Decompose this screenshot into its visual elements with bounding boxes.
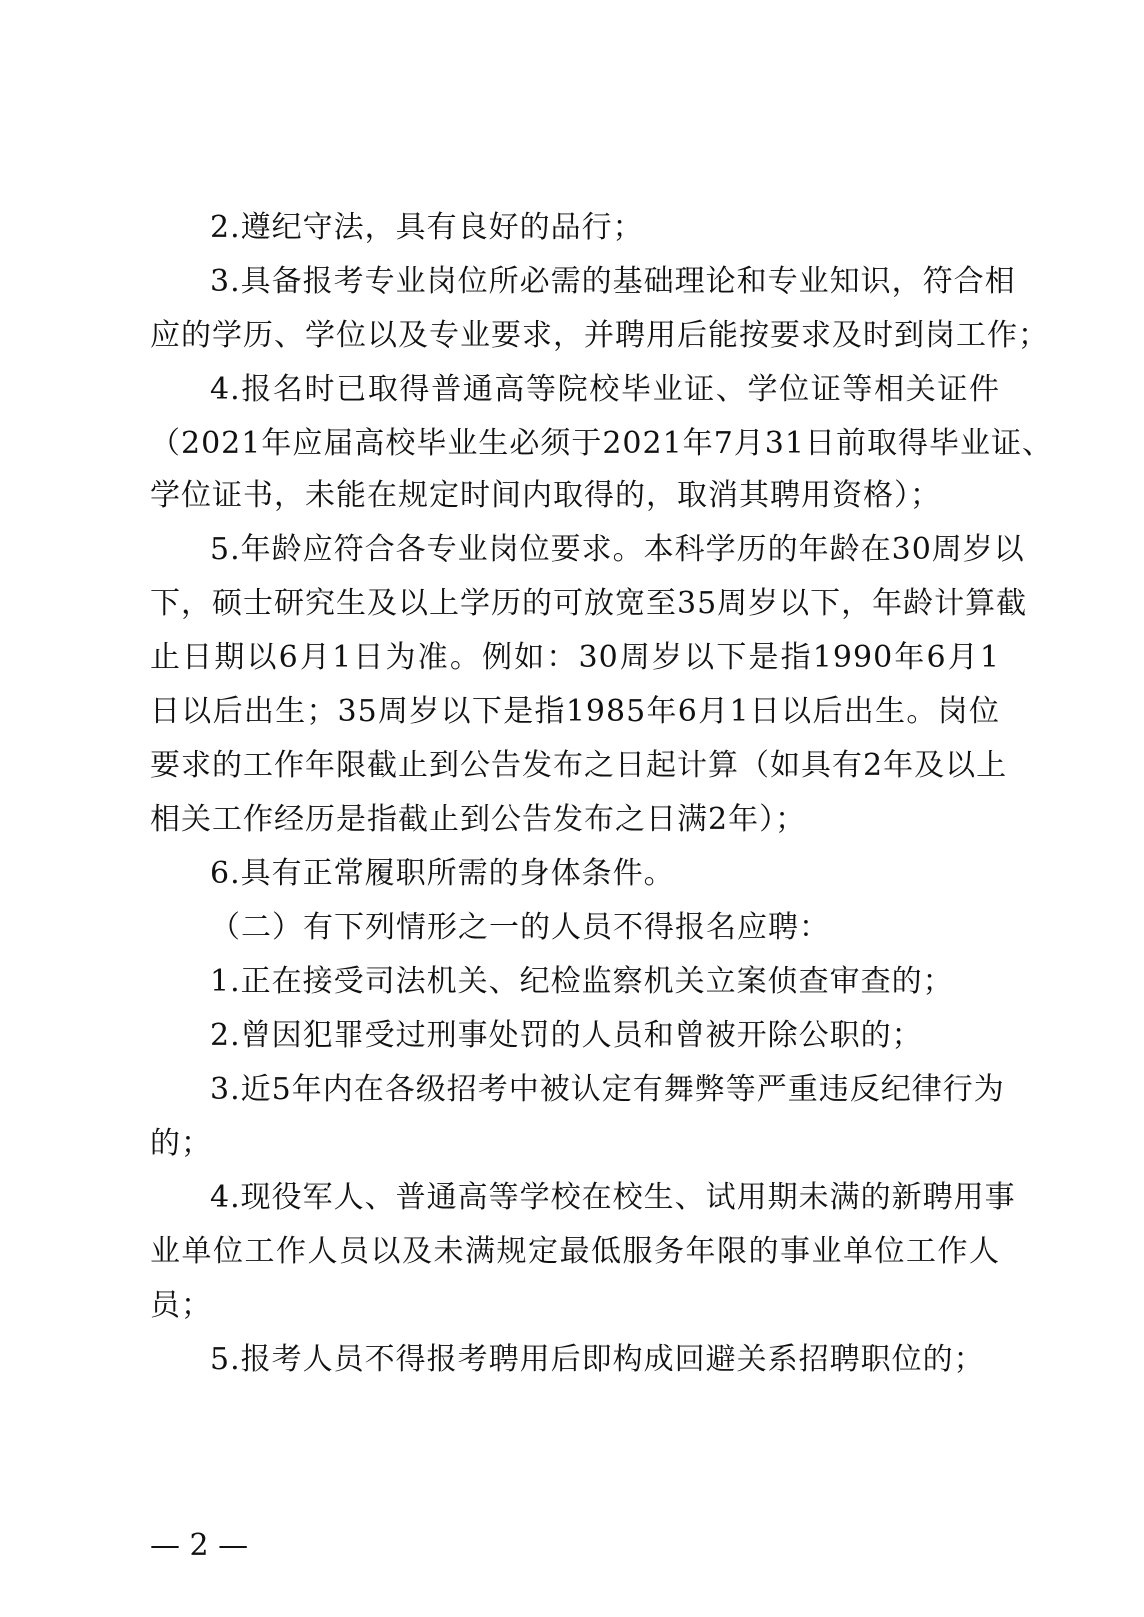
text-line-20: 业单位工作人员以及未满规定最低服务年限的事业单位工作人 <box>150 1234 1000 1269</box>
text-line-16: 2.曾因犯罪受过刑事处罚的人员和曾被开除公职的； <box>210 1018 923 1053</box>
text-line-22: 5.报考人员不得报考聘用后即构成回避关系招聘职位的； <box>210 1342 985 1377</box>
text-line-5: （2021年应届高校毕业生必须于2021年7月31日前取得毕业证、 <box>150 426 1053 461</box>
text-line-8: 下，硕士研究生及以上学历的可放宽至35周岁以下，年龄计算截 <box>150 586 1028 621</box>
text-line-10: 日以后出生；35周岁以下是指1985年6月1日以后出生。岗位 <box>150 694 1000 729</box>
text-line-17: 3.近5年内在各级招考中被认定有舞弊等严重违反纪律行为 <box>210 1072 1005 1107</box>
text-line-12: 相关工作经历是指截止到公告发布之日满2年）； <box>150 802 807 837</box>
text-line-4: 4.报名时已取得普通高等院校毕业证、学位证等相关证件 <box>210 372 1000 407</box>
text-line-7: 5.年龄应符合各专业岗位要求。本科学历的年龄在30周岁以 <box>210 532 1025 567</box>
text-line-18: 的； <box>150 1126 212 1161</box>
text-line-19: 4.现役军人、普通高等学校在校生、试用期未满的新聘用事 <box>210 1180 1016 1215</box>
text-line-21: 员； <box>150 1288 212 1323</box>
text-line-6: 学位证书，未能在规定时间内取得的，取消其聘用资格）； <box>150 478 941 513</box>
page-number: — 2 — <box>150 1528 249 1563</box>
text-line-11: 要求的工作年限截止到公告发布之日起计算（如具有2年及以上 <box>150 748 1008 783</box>
text-line-1: 2.遵纪守法，具有良好的品行； <box>210 210 644 245</box>
text-line-15: 1.正在接受司法机关、纪检监察机关立案侦查审查的； <box>210 964 954 999</box>
text-line-3: 应的学历、学位以及专业要求，并聘用后能按要求及时到岗工作； <box>150 318 1049 353</box>
text-line-2: 3.具备报考专业岗位所必需的基础理论和专业知识，符合相 <box>210 264 1016 299</box>
text-line-13: 6.具有正常履职所需的身体条件。 <box>210 856 675 891</box>
section-heading: （二）有下列情形之一的人员不得报名应聘： <box>210 910 830 945</box>
text-line-9: 止日期以6月1日为准。例如：30周岁以下是指1990年6月1 <box>150 640 1000 675</box>
